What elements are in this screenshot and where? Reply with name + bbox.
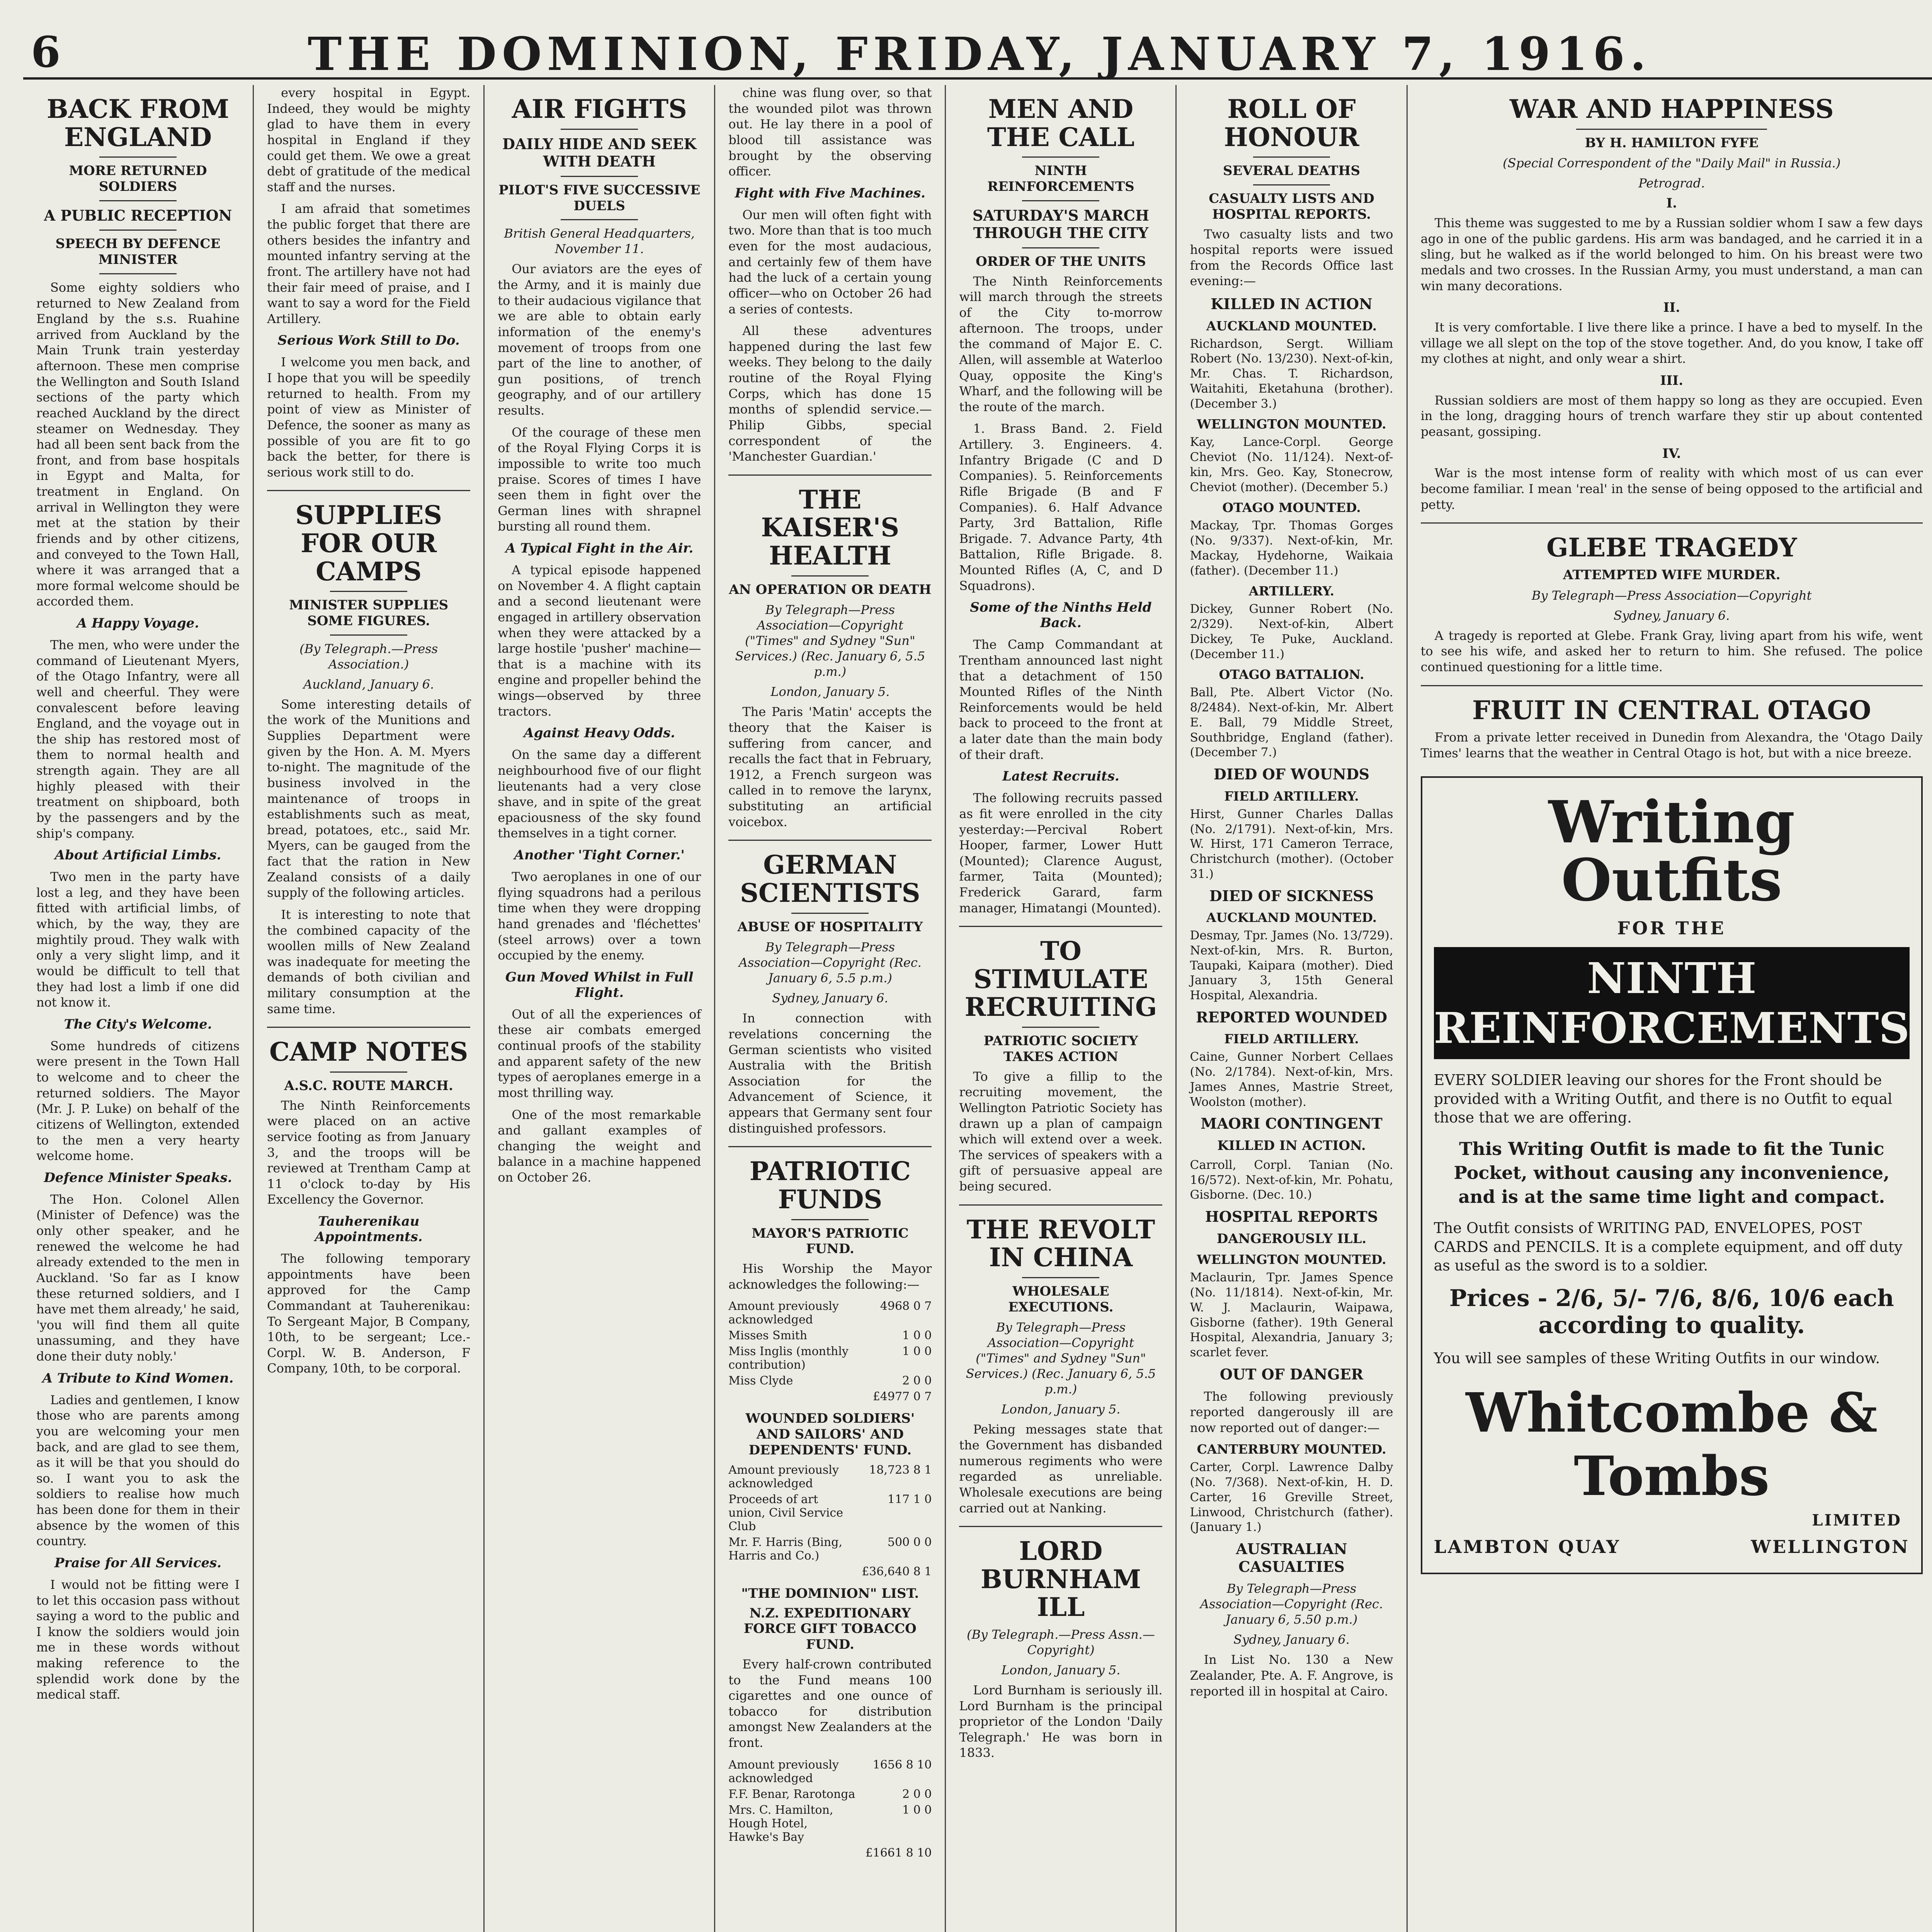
article-paragraph: To give a fillip to the recruiting movement, the Wellington Patriotic Society has drawn up a plan of campaign which will extend over a week. The services of speakers with a gift of persuasive appeal are being secured.: [959, 1069, 1163, 1194]
unit-list: 1. Brass Band. 2. Field Artillery. 3. Engineers. 4. Infantry Brigade (C and D Companies). 5. Reinforcements Rifle Brigade (B and F Companies). 6. Half Advance Party, 3rd Battalion, Rifle Brigade. 7. Advance Party, 4th Battalion, Rifle Brigade. 8. Mounted Rifles (A, C, and D Squadrons).: [959, 421, 1163, 593]
headline-back-from-england: BACK FROM ENGLAND: [46, 94, 230, 152]
casualty-entry: Richardson, Sergt. William Robert (No. 13/230). Next-of-kin, Mr. Chas. T. Richardson, Waitahiti, Eketahuna (brother). (December 3.): [1190, 337, 1393, 411]
article-paragraph: Some hundreds of citizens were present in the Town Hall to welcome and to cheer the returned soldiers. The Mayor (Mr. J. P. Luke) on behalf of the citizens of Wellington, extended to the men a very hearty welcome home.: [36, 1038, 240, 1163]
article-paragraph: It is interesting to note that the combined capacity of the woollen mills of New Zealand was inadequate for meeting the demands of both civilian and military consumption at the same time.: [267, 907, 471, 1016]
headline-fruit-central-otago: FRUIT IN CENTRAL OTAGO: [1472, 695, 1871, 725]
divider: [959, 1526, 1162, 1527]
article-paragraph: Russian soldiers are most of them happy so long as they are occupied. Even in the long, dragging hours of trench warfare they stir up about contented peasant, gossiping.: [1420, 393, 1923, 439]
article-paragraph: Every half-crown contributed to the Fund means 100 cigarettes and one ounce of tobacco for distribution amongst New Zealanders at the front.: [728, 1656, 932, 1750]
column-7: [1406, 85, 1932, 1932]
section-heading: A Happy Voyage.: [77, 616, 199, 631]
dateline: Sydney, January 6.: [1233, 1632, 1350, 1647]
unit-heading: OTAGO MOUNTED.: [1222, 500, 1361, 515]
article-paragraph: Of the courage of these men of the Royal Flying Corps it is impossible to write too much praise. Scores of times I have seen them in fight over the German lines with shrapnel bursting all round them.: [498, 425, 701, 534]
column-2: [253, 85, 483, 1932]
table-row-total: [728, 1845, 932, 1861]
subhead: KILLED IN ACTION.: [1217, 1138, 1366, 1154]
article-paragraph: Some interesting details of the work of the Munitions and Supplies Department were given by the Hon. A. M. Myers to-night. The magnitude of the business involved in the maintenance of troops in establishments such as meat, bread, potatoes, etc., said Mr. Myers, can be gauged from the fact that the ration in New Zealand consists of a daily supply of the following articles.: [267, 697, 471, 900]
fund-label: Miss Clyde: [728, 1374, 793, 1388]
subhead: DANGEROUSLY ILL.: [1216, 1231, 1367, 1247]
subhead: DAILY HIDE AND SEEK WITH DEATH: [502, 135, 697, 170]
fund-amount: 4968 0 7: [880, 1299, 932, 1313]
section-heading: Against Heavy Odds.: [524, 725, 675, 741]
subhead: A.S.C. ROUTE MARCH.: [284, 1078, 453, 1094]
byline: BY H. HAMILTON FYFE: [1585, 135, 1759, 151]
divider: [1022, 156, 1099, 158]
fund-table-tobacco: [728, 1757, 932, 1861]
section-number: III.: [1660, 372, 1684, 388]
unit-heading: OTAGO BATTALION.: [1219, 667, 1364, 682]
section-number: IV.: [1662, 446, 1681, 461]
correspondent-note: (Special Correspondent of the "Daily Mail" in Russia.): [1503, 156, 1841, 171]
casualty-heading: DIED OF WOUNDS: [1213, 765, 1370, 783]
divider: [267, 1027, 470, 1028]
divider: [1421, 522, 1923, 524]
fund-label: Amount previously acknowledged: [728, 1299, 839, 1327]
subhead: SATURDAY'S MARCH THROUGH THE CITY: [972, 206, 1149, 242]
headline-german-scientists: GERMAN SCIENTISTS: [740, 850, 920, 908]
fund-label: Mr. F. Harris (Bing, Harris and Co.): [728, 1535, 842, 1563]
fund-amount: 18,723 8 1: [869, 1463, 932, 1477]
divider: [1253, 184, 1330, 185]
column-4: [714, 85, 945, 1932]
article-paragraph: In List No. 130 a New Zealander, Pte. A. F. Angrove, is reported ill in hospital at Cairo.: [1190, 1652, 1393, 1699]
subhead: MINISTER SUPPLIES SOME FIGURES.: [289, 597, 449, 629]
article-paragraph: every hospital in Egypt. Indeed, they would be mighty glad to have them in every hospital in England if they could get them. We owe a great debt of gratitude of the medical staff and the nurses.: [267, 85, 471, 194]
dateline: Sydney, January 6.: [772, 991, 888, 1006]
divider: [1022, 200, 1099, 201]
article-paragraph: It is very comfortable. I live there like a prince. I have a bed to myself. In the village we all slept on the top of the stove together. And, do you know, I take off my clothes at night, and only wear a shirt.: [1420, 320, 1923, 366]
subhead: MORE RETURNED SOLDIERS: [69, 163, 207, 194]
article-paragraph: Our aviators are the eyes of the Army, and it is mainly due to their audacious vigilance that we are able to obtain early information of the enemy's movement of troops from one part of the line to another, of gun positions, of trench geography, and of our artillery results.: [498, 262, 701, 418]
article-paragraph: A typical episode happened on November 4. A flight captain and a second lieutenant were engaged in artillery observation when they were attacked by a large hostile 'pusher' machine—that is a machine with its engine and propeller behind the wings—observed by three tractors.: [498, 563, 701, 719]
table-row: [728, 1373, 932, 1389]
article-paragraph: The Ninth Reinforcements will march through the streets of the City to-morrow afternoon. The troops, under the command of Major E. C. Allen, will assemble at Waterloo Quay, opposite the King's Wharf, and the following will be the route of the march.: [959, 274, 1163, 414]
unit-heading: FIELD ARTILLERY.: [1224, 788, 1359, 804]
credit: By Telegraph—Press Association—Copyright: [1531, 588, 1812, 603]
advertisement-writing-outfits: [1421, 776, 1923, 1574]
section-heading: Defence Minister Speaks.: [44, 1170, 232, 1185]
ad-address-right: WELLINGTON: [1751, 1536, 1910, 1558]
table-row: [728, 1462, 932, 1492]
divider: [1022, 1277, 1099, 1278]
column-6: [1175, 85, 1406, 1932]
article-paragraph: Two casualty lists and two hospital reports were issued from the Records Office last evening:—: [1190, 226, 1393, 289]
divider: [1022, 247, 1099, 248]
divider: [267, 490, 470, 491]
column-5: [945, 85, 1175, 1932]
columns: [23, 85, 1932, 1932]
casualty-entry: Mackay, Tpr. Thomas Gorges (No. 9/337). Next-of-kin, Mr. Mackay, Hydehorne, Waikaia (father). (December 11.): [1190, 519, 1393, 578]
subhead: NINTH REINFORCEMENTS: [987, 163, 1134, 194]
article-paragraph: Peking messages state that the Government has disbanded numerous regiments who were regarded as unreliable. Wholesale executions are being carried out at Nanking.: [959, 1422, 1163, 1515]
newspaper-title: THE DOMINION, FRIDAY, JANUARY 7, 1916.: [308, 27, 1651, 81]
article-paragraph: Ladies and gentlemen, I know those who are parents among you are welcoming your men back, and are glad to see them, as it will be that you should do so. I want you to ask the soldiers to realise how much has been done for them in their absence by the women of this country.: [36, 1392, 240, 1549]
divider: [1576, 129, 1767, 130]
divider: [728, 840, 932, 841]
subhead: SPEECH BY DEFENCE MINISTER: [55, 236, 221, 268]
article-paragraph: The following recruits passed as fit were enrolled in the city yesterday:—Percival Robert Hooper, farmer, Lower Hutt (Mounted); Clarence August, farmer, Taita (Mounted); Frederick Garard, farm manager, Himatangi (Mounted).: [959, 791, 1163, 915]
article-paragraph: From a private letter received in Dunedin from Alexandra, the 'Otago Daily Times' learns that the weather in Central Otago is hot, but with a nice breeze.: [1420, 730, 1923, 760]
dateline: London, January 5.: [1001, 1662, 1121, 1677]
headline-camp-notes: CAMP NOTES: [269, 1037, 468, 1067]
article-paragraph: The Paris 'Matin' accepts the theory that the Kaiser is suffering from cancer, and recalls the fact that in February, 1912, a French surgeon was called in to remove the larynx, substituting an artificial voicebox.: [728, 704, 932, 829]
article-paragraph: Lord Burnham is seriously ill. Lord Burnham is the principal proprietor of the London 'Daily Telegraph.' He was born in 1833.: [959, 1682, 1163, 1760]
subhead: A PUBLIC RECEPTION: [44, 206, 232, 224]
article-paragraph: In connection with revelations concerning the German scientists who visited Australia with the British Association for the Advancement of Science, it appears that Germany sent four distinguished professors.: [728, 1011, 932, 1136]
table-row: [728, 1534, 932, 1564]
credit: By Telegraph—Press Association—Copyright ("Times" and Sydney "Sun" Services.) (Rec. January 6, 5.5 p.m.): [966, 1320, 1156, 1397]
credit: By Telegraph—Press Association—Copyright ("Times" and Sydney "Sun" Services.) (Rec. January 6, 5.5 p.m.): [735, 602, 925, 679]
section-heading: Some of the Ninths Held Back.: [970, 600, 1152, 631]
unit-heading: WELLINGTON MOUNTED.: [1197, 1252, 1386, 1267]
casualty-heading: AUSTRALIAN CASUALTIES: [1236, 1540, 1347, 1575]
divider: [791, 913, 869, 914]
section-heading: About Artificial Limbs.: [54, 847, 221, 863]
ad-paragraph: You will see samples of these Writing Outfits in our window.: [1434, 1350, 1880, 1367]
casualty-heading: KILLED IN ACTION: [1211, 295, 1372, 313]
column-3: [483, 85, 714, 1932]
article-paragraph: The Ninth Reinforcements were placed on an active service footing as from January 3, and the troops will be reviewed at Trentham Camp at 11 o'clock to-day by His Excellency the Governor.: [267, 1098, 471, 1207]
divider: [959, 1204, 1162, 1206]
credit: By Telegraph—Press Association—Copyright (Rec. January 6, 5.50 p.m.): [1200, 1581, 1383, 1627]
divider: [330, 634, 407, 636]
subhead: N.Z. EXPEDITIONARY FORCE GIFT TOBACCO FUND.: [743, 1605, 917, 1653]
column-1: [23, 85, 253, 1932]
ad-prices: Prices - 2/6, 5/- 7/6, 8/6, 10/6 each according to quality.: [1449, 1285, 1894, 1339]
divider: [1421, 685, 1923, 686]
article-paragraph: Two aeroplanes in one of our flying squadrons had a perilous time when they were dropping hand grenades and 'fléchettes' (steel arrows) over a town occupied by the enemy.: [498, 869, 701, 963]
section-number: II.: [1663, 300, 1680, 316]
headline-supplies: SUPPLIES FOR OUR CAMPS: [295, 500, 442, 587]
section-heading: Serious Work Still to Do.: [277, 333, 460, 349]
table-row: [728, 1298, 932, 1328]
table-row: [728, 1492, 932, 1534]
fund-amount: 117 1 0: [887, 1492, 932, 1506]
headline-patriotic-funds: PATRIOTIC FUNDS: [749, 1156, 911, 1214]
casualty-entry: Maclaurin, Tpr. James Spence (No. 11/1814). Next-of-kin, Mr. W. J. Maclaurin, Waipawa, Gisborne (father). 19th General Hospital, Alexandria, January 3; scarlet fever.: [1190, 1270, 1393, 1360]
fund-amount: 1656 8 10: [872, 1758, 932, 1772]
divider: [959, 926, 1162, 927]
casualty-entry: Caine, Gunner Norbert Cellaes (No. 2/1784). Next-of-kin, Mrs. James Annes, Mastrie Street, Woolston (mother).: [1190, 1050, 1393, 1109]
divider: [99, 230, 177, 231]
article-paragraph: I would not be fitting were I to let this occasion pass without saying a word to the public and I know the soldiers would join me in these words without making reference to the splendid work done by the medical staff.: [36, 1577, 240, 1702]
section-number: I.: [1666, 196, 1677, 211]
casualty-heading: HOSPITAL REPORTS: [1205, 1208, 1378, 1226]
article-paragraph: All these adventures happened during the last few weeks. They belong to the daily routine of the Royal Flying Corps, which has done 15 months of splendid service.—Philip Gibbs, special correspondent of the 'Manchester Guardian.': [728, 323, 932, 464]
credit: (By Telegraph.—Press Assn.—Copyright): [966, 1627, 1155, 1657]
fund-label: F.F. Benar, Rarotonga: [728, 1787, 855, 1801]
divider: [791, 575, 869, 577]
article-paragraph: One of the most remarkable and gallant examples of changing the weight and balance in a machine happened on October 26.: [498, 1107, 701, 1185]
headline-air-fights: AIR FIGHTS: [512, 94, 687, 124]
article-paragraph: The following temporary appointments have been approved for the Camp Commandant at Tauherenikau: To Sergeant Major, B Company, 10th, to be sergeant; Lce.-Corpl. W. B. Anderson, F Company, 10th, to be corporal.: [267, 1251, 471, 1376]
divider: [728, 474, 932, 476]
subhead: ATTEMPTED WIFE MURDER.: [1563, 567, 1781, 583]
casualty-heading: REPORTED WOUNDED: [1196, 1008, 1388, 1026]
divider: [728, 1146, 932, 1147]
page-number: 6: [31, 27, 61, 77]
divider: [561, 219, 638, 220]
ad-banner: NINTH REINFORCEMENTS: [1434, 947, 1910, 1059]
headline-men-and-the-call: MEN AND THE CALL: [987, 94, 1135, 152]
ad-title: Writing Outfits: [1548, 788, 1795, 915]
casualty-entry: Desmay, Tpr. James (No. 13/729). Next-of-kin, Mrs. R. Burton, Taupaki, Kaipara (mother). Died January 3, 15th General Hospital, Alexandria.: [1190, 929, 1393, 1003]
article-paragraph: This theme was suggested to me by a Russian soldier whom I saw a few days ago in one of the public gardens. His arm was bandaged, and he carried it in a sling, but he walked as if the world belonged to him. On his breast were two medals and two crosses. In the Russian Army, you must understand, a man can win many decorations.: [1420, 216, 1923, 293]
divider: [330, 591, 407, 592]
article-paragraph: War is the most intense form of reality with which most of us can ever become familiar. I mean 'real' in the sense of being opposed to the artificial and petty.: [1420, 466, 1923, 512]
ad-address: [1434, 1536, 1910, 1557]
subhead: PATRIOTIC SOCIETY TAKES ACTION: [983, 1033, 1138, 1065]
headline-roll-of-honour: ROLL OF HONOUR: [1224, 94, 1359, 152]
masthead: [23, 12, 1932, 80]
divider: [99, 200, 177, 201]
unit-heading: ARTILLERY.: [1248, 583, 1335, 599]
ad-for: FOR THE: [1617, 918, 1726, 939]
table-row: [728, 1786, 932, 1802]
table-row: [728, 1344, 932, 1373]
casualty-entry: Kay, Lance-Corpl. George Cheviot (No. 11/124). Next-of-kin, Mrs. Geo. Kay, Stonecrow, Cheviot (mother). (December 5.): [1190, 435, 1393, 494]
unit-heading: AUCKLAND MOUNTED.: [1206, 318, 1377, 333]
fund-total: £4977 0 7: [872, 1390, 932, 1404]
headline-kaisers-health: THE KAISER'S HEALTH: [761, 484, 900, 571]
subhead: WHOLESALE EXECUTIONS.: [1008, 1283, 1114, 1315]
section-heading: Gun Moved Whilst in Full Flight.: [505, 969, 694, 1000]
ad-limited: LIMITED: [1812, 1511, 1902, 1530]
ad-firm-name: Whitcombe & Tombs: [1466, 1381, 1878, 1509]
fund-amount: 1 0 0: [902, 1803, 932, 1817]
table-row: [728, 1802, 932, 1845]
table-row-total: [728, 1564, 932, 1580]
subhead: "THE DOMINION" LIST.: [741, 1585, 919, 1601]
ad-paragraph: The Outfit consists of WRITING PAD, ENVELOPES, POST CARDS and PENCILS. It is a complete equipment, and off duty as useful as the sword is to a soldier.: [1434, 1219, 1903, 1274]
subhead: PILOT'S FIVE SUCCESSIVE DUELS: [498, 182, 701, 214]
casualty-heading: DIED OF SICKNESS: [1209, 887, 1374, 905]
divider: [1022, 1027, 1099, 1028]
section-heading: Praise for All Services.: [54, 1555, 222, 1571]
article-paragraph: The Hon. Colonel Allen (Minister of Defence) was the only other speaker, and he renewed the welcome he had already extended to the men in Auckland. 'So far as I know these returned soldiers, and I have met them already,' he said, 'you will find them all quite unassuming, and they have done their duty nobly.': [36, 1192, 240, 1364]
article-paragraph: A tragedy is reported at Glebe. Frank Gray, living apart from his wife, went to see his wife, and asked her to return to him. She refused. The police continued questioning for a little time.: [1420, 628, 1923, 674]
article-paragraph: His Worship the Mayor acknowledges the following:—: [728, 1261, 932, 1292]
fund-label: Amount previously acknowledged: [728, 1758, 839, 1785]
casualty-entry: Carter, Corpl. Lawrence Dalby (No. 7/368). Next-of-kin, H. D. Carter, 16 Greville Street, Linwood, Christchurch (father). (January 1.): [1190, 1460, 1393, 1534]
headline-lord-burnham: LORD BURNHAM ILL: [980, 1536, 1141, 1622]
article-paragraph: Our men will often fight with two. More than that is too much even for the most audacious, and certainly few of them have had the luck of a certain young officer—who on October 26 had a series of contests.: [728, 207, 932, 316]
casualty-heading: MAORI CONTINGENT: [1201, 1115, 1383, 1133]
article-paragraph: Two men in the party have lost a leg, and they have been fitted with artificial limbs, of which, by the way, they are mightily proud. They walk with only a very slight limp, and it would be difficult to tell that they had lost a limb if one did not know it.: [36, 869, 240, 1010]
headline-war-and-happiness: WAR AND HAPPINESS: [1509, 94, 1834, 124]
fund-label: Misses Smith: [728, 1329, 808, 1343]
divider: [561, 129, 638, 130]
headline-recruiting: TO STIMULATE RECRUITING: [964, 936, 1157, 1022]
subhead: ORDER OF THE UNITS: [976, 253, 1146, 269]
fund-label: Miss Inglis (monthly contribution): [728, 1345, 849, 1372]
section-heading: A Tribute to Kind Women.: [42, 1370, 234, 1386]
dateline: Sydney, January 6.: [1614, 608, 1730, 623]
fund-label: Mrs. C. Hamilton, Hough Hotel, Hawke's Bay: [728, 1803, 833, 1844]
ad-address-left: LAMBTON QUAY: [1434, 1536, 1621, 1558]
fund-amount: 2 0 0: [902, 1787, 932, 1801]
headline-revolt-in-china: THE REVOLT IN CHINA: [966, 1214, 1155, 1273]
casualty-heading: OUT OF DANGER: [1219, 1365, 1364, 1383]
dateline: Petrograd.: [1638, 176, 1705, 191]
section-heading: A Typical Fight in the Air.: [505, 541, 694, 556]
fund-label: Amount previously acknowledged: [728, 1463, 839, 1490]
fund-label: Proceeds of art union, Civil Service Club: [728, 1492, 843, 1533]
dateline: British General Headquarters, November 11.: [504, 226, 695, 257]
unit-heading: AUCKLAND MOUNTED.: [1206, 910, 1377, 925]
article-paragraph: Some eighty soldiers who returned to New Zealand from England by the s.s. Ruahine arrived from Auckland by the Main Trunk train yesterday afternoon. These men comprise the Wellington and South Island sections of the party which reached Auckland by the direct steamer on Wednesday. They had all been sent back from the front, and from base hospitals in Egypt and Malta, for treatment in England. On arrival in Wellington they were met at the station by their friends and by other citizens, and conveyed to the Town Hall, where it was arranged that a more formal welcome should be accorded them.: [36, 280, 240, 609]
section-heading: Fight with Five Machines.: [735, 185, 925, 201]
fund-amount: 2 0 0: [902, 1374, 932, 1388]
divider: [791, 1219, 869, 1220]
divider: [330, 1071, 407, 1073]
article-paragraph: Out of all the experiences of these air combats emerged continual proofs of the stability and apparent safety of the new types of aeroplanes emerge in a most thrilling way.: [498, 1007, 701, 1100]
section-heading: The City's Welcome.: [64, 1016, 212, 1032]
article-paragraph: The men, who were under the command of Lieutenant Myers, of the Otago Infantry, were all well and cheerful. They were convalescent before leaving England, and the voyage out in the ship has restored most of them to normal health and strength again. They are all highly pleased with their treatment on shipboard, both by the passengers and by the ship's company.: [36, 638, 240, 841]
subhead: WOUNDED SOLDIERS' AND SAILORS' AND DEPENDENTS' FUND.: [745, 1411, 915, 1458]
unit-heading: WELLINGTON MOUNTED.: [1197, 417, 1386, 432]
article-paragraph: chine was flung over, so that the wounded pilot was thrown out. He lay there in a pool of blood till assistance was brought by the observing officer.: [728, 85, 932, 179]
article-paragraph: On the same day a different neighbourhood five of our flight lieutenants had a very close shave, and in spite of the great epaciousness of the sky found themselves in a tight corner.: [498, 747, 701, 841]
fund-amount: 1 0 0: [902, 1329, 932, 1343]
subhead: ABUSE OF HOSPITALITY: [737, 919, 923, 935]
unit-heading: CANTERBURY MOUNTED.: [1197, 1442, 1386, 1457]
subhead: MAYOR'S PATRIOTIC FUND.: [752, 1225, 909, 1257]
casualty-entry: Ball, Pte. Albert Victor (No. 8/2484). Next-of-kin, Mr. Albert E. Ball, 79 Middle Street, Southbridge, England (father). (December 7.): [1190, 685, 1393, 760]
subhead: SEVERAL DEATHS: [1223, 163, 1361, 179]
ad-bold-text: This Writing Outfit is made to fit the Tunic Pocket, without causing any inconvenience, and is at the same time light and compact.: [1454, 1138, 1890, 1208]
section-heading: Latest Recruits.: [1002, 769, 1119, 784]
headline-glebe-tragedy: GLEBE TRAGEDY: [1546, 532, 1797, 563]
fund-table-mayor: [728, 1298, 932, 1405]
table-row-total: [728, 1389, 932, 1405]
fund-amount: 500 0 0: [887, 1535, 932, 1549]
divider: [99, 273, 177, 274]
dateline: Auckland, January 6.: [303, 677, 434, 692]
article-paragraph: The following previously reported dangerously ill are now reported out of danger:—: [1190, 1389, 1393, 1435]
table-row: [728, 1328, 932, 1344]
fund-total: £1661 8 10: [865, 1846, 932, 1860]
subhead: CASUALTY LISTS AND HOSPITAL REPORTS.: [1209, 190, 1374, 222]
section-heading: Another 'Tight Corner.': [514, 847, 685, 863]
ad-paragraph: EVERY SOLDIER leaving our shores for the Front should be provided with a Writing Outfit, and there is no Outfit to equal those that we are offering.: [1434, 1071, 1893, 1126]
subhead: AN OPERATION OR DEATH: [729, 582, 932, 597]
fund-table-wounded: [728, 1462, 932, 1580]
credit: (By Telegraph.—Press Association.): [299, 641, 438, 672]
casualty-entry: Dickey, Gunner Robert (No. 2/329). Next-of-kin, Albert Dickey, Te Puke, Auckland. (December 11.): [1190, 602, 1393, 661]
dateline: London, January 5.: [1001, 1402, 1121, 1417]
section-heading: Tauherenikau Appointments.: [315, 1214, 423, 1245]
divider: [1253, 156, 1330, 158]
divider: [561, 176, 638, 177]
divider: [99, 156, 177, 158]
article-paragraph: I am afraid that sometimes the public forget that there are others besides the infantry and mounted infantry serving at the front. The artillery have not had their fair meed of praise, and I want to say a word for the Field Artillery.: [267, 201, 471, 326]
credit: By Telegraph—Press Association—Copyright (Rec. January 6, 5.5 p.m.): [738, 940, 922, 986]
dateline: London, January 5.: [770, 684, 890, 699]
casualty-entry: Carroll, Corpl. Tanian (No. 16/572). Next-of-kin, Mr. Pohatu, Gisborne. (Dec. 10.): [1190, 1158, 1393, 1202]
fund-amount: 1 0 0: [902, 1345, 932, 1359]
article-paragraph: The Camp Commandant at Trentham announced last night that a detachment of 150 Mounted Rifles of the Ninth Reinforcements would be held back to proceed to the front at a later date than the main body of their draft.: [959, 637, 1163, 762]
table-row: [728, 1757, 932, 1786]
unit-heading: FIELD ARTILLERY.: [1224, 1031, 1359, 1047]
casualty-entry: Hirst, Gunner Charles Dallas (No. 2/1791). Next-of-kin, Mrs. W. Hirst, 171 Cameron Terrace, Christchurch (mother). (October 31.): [1190, 807, 1393, 881]
article-paragraph: I welcome you men back, and I hope that you will be speedily returned to health. From my point of view as Minister of Defence, the sooner as many as possible of you are fit to go back the better, for there is serious work still to do.: [267, 355, 471, 480]
fund-total: £36,640 8 1: [862, 1565, 932, 1578]
